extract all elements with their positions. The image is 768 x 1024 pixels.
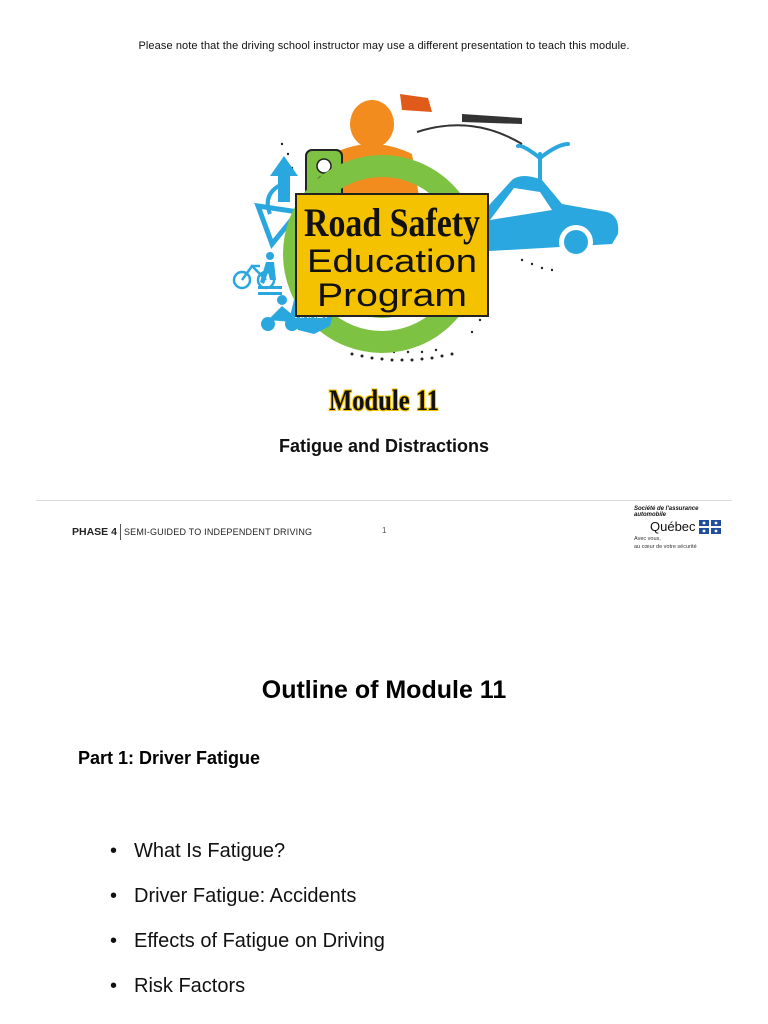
quebec-flag-icon xyxy=(699,520,721,534)
phase-description: SEMI-GUIDED TO INDEPENDENT DRIVING xyxy=(123,527,313,537)
saaq-line1: Société de l'assurance xyxy=(634,506,699,512)
list-item: • Driver Fatigue: Accidents xyxy=(110,881,385,926)
saaq-quebec: Québec xyxy=(650,519,696,534)
phase-separator xyxy=(120,524,121,540)
list-item: • Risk Factors xyxy=(110,971,385,1016)
logo-road-safety: Road Safety xyxy=(304,200,480,245)
list-item-text: Driver Fatigue: Accidents xyxy=(134,885,357,907)
list-item-text: What Is Fatigue? xyxy=(134,840,286,862)
list-item-text: Risk Factors xyxy=(134,975,246,997)
list-item: • What Is Fatigue? xyxy=(110,836,385,881)
page-number: 1 xyxy=(382,526,387,535)
saaq-line4: au cœur de votre sécurité xyxy=(634,544,697,550)
arrow-sign-icon xyxy=(270,156,298,202)
saaq-logo xyxy=(634,506,734,554)
road-safety-logo xyxy=(222,84,632,376)
footer-divider xyxy=(36,500,732,501)
outline-bullet-list xyxy=(110,836,385,1016)
logo-program: Program xyxy=(317,277,467,313)
list-item-text: Effects of Fatigue on Driving xyxy=(134,930,385,952)
mirror-icon xyxy=(462,114,522,124)
module-subtitle: Fatigue and Distractions xyxy=(278,436,490,456)
phase-label: PHASE 4 xyxy=(72,526,117,538)
outline-title: Outline of Module 11 xyxy=(261,676,507,704)
part-title: Part 1: Driver Fatigue xyxy=(78,748,261,768)
logo-education: Education xyxy=(307,243,477,279)
list-item: • Effects of Fatigue on Driving xyxy=(110,926,385,971)
saaq-line2: automobile xyxy=(634,512,667,518)
instructor-note: Please note that the driving school instructor may use a different presentation to teach this module. xyxy=(138,40,630,52)
module-title: Module 11 xyxy=(328,384,440,417)
car-icon xyxy=(472,176,618,259)
saaq-line3: Avec vous, xyxy=(634,536,661,542)
footer-phase xyxy=(72,524,312,540)
